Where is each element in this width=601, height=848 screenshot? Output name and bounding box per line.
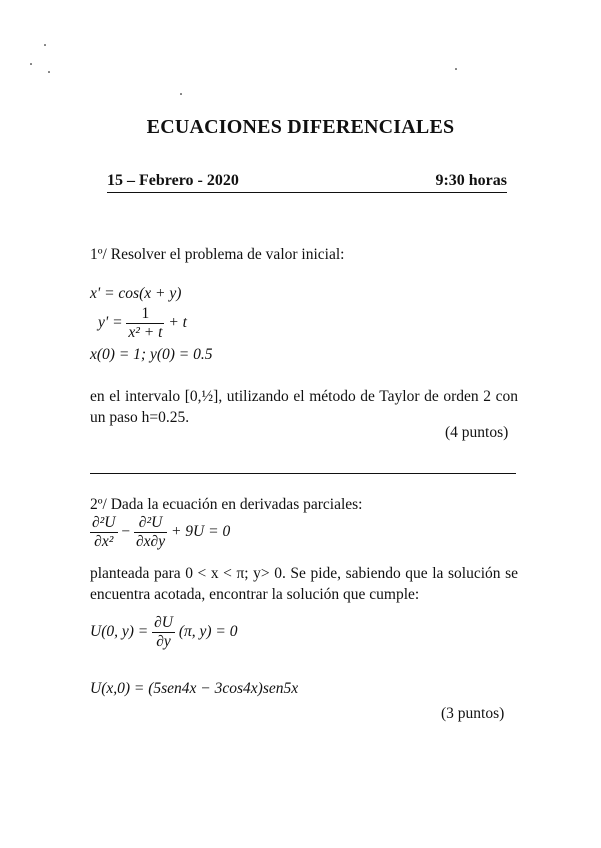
separator-rule (90, 473, 516, 474)
problem1-points: (4 puntos) (445, 424, 509, 441)
pde-fraction-2 (134, 514, 167, 551)
problem1-equation-x: x' = cos(x + y) (90, 285, 182, 302)
problem1-description: en el intervalo [0,½], utilizando el método de Taylor de orden 2 con un paso h=0.25. (90, 388, 518, 426)
bc-denominator: ∂y (152, 632, 175, 651)
problem1-equation-y (98, 305, 187, 342)
pde-fraction-1 (90, 514, 118, 551)
problem2-intro: 2º/ Dada la ecuación en derivadas parciales: (90, 496, 363, 513)
problem1-initial-conditions: x(0) = 1; y(0) = 0.5 (90, 346, 213, 363)
pde-denominator-1: ∂x² (90, 532, 118, 551)
exam-time: 9:30 horas (435, 172, 507, 189)
pde-numerator-1: ∂²U (92, 514, 116, 531)
bc-fraction (152, 614, 175, 651)
bc-rhs: (π, y) = 0 (178, 623, 238, 641)
eq2-denominator: x² + t (128, 324, 163, 341)
eq2-numerator: 1 (141, 305, 150, 322)
bc-lhs: U(0, y) = (90, 623, 149, 641)
problem2-points: (3 puntos) (441, 705, 505, 722)
eq2-rhs: + t (168, 314, 187, 332)
exam-date: 15 – Febrero - 2020 (107, 172, 239, 189)
pde-minus: − (121, 523, 131, 541)
problem2-pde (90, 514, 230, 551)
problem2-boundary-condition (90, 614, 238, 651)
date-line (107, 170, 507, 193)
pde-denominator-2: ∂x∂y (136, 533, 166, 550)
problem1-intro: 1º/ Resolver el problema de valor inicial: (90, 246, 345, 263)
pde-rest: + 9U = 0 (170, 523, 231, 541)
eq2-lhs: y' = (98, 314, 123, 332)
pde-numerator-2: ∂²U (138, 514, 163, 531)
problem2-initial-condition: U(x,0) = (5sen4x − 3cos4x)sen5x (90, 680, 299, 697)
exam-title: ECUACIONES DIFERENCIALES (146, 116, 455, 138)
eq2-fraction (126, 305, 164, 342)
problem2-description: planteada para 0 < x < π; y> 0. Se pide, sabiendo que la solución se encuentra acotada, encontrar la solución que cumple: (90, 565, 518, 603)
bc-numerator: ∂U (154, 614, 173, 631)
